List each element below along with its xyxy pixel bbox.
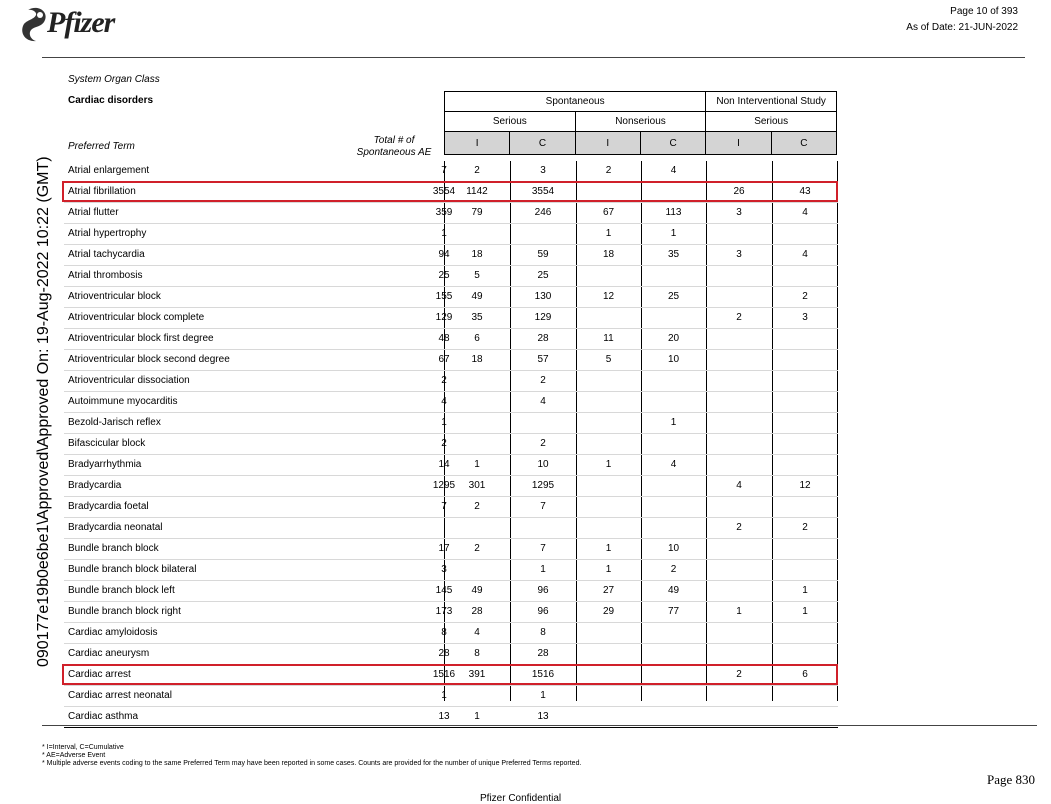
page-info bbox=[906, 4, 1018, 36]
cell-s-i: 5 bbox=[474, 270, 480, 281]
footnote: * Multiple adverse events coding to the same Preferred Term may have been reported in some cases. Counts are provided for the number of unique Preferred Terms reported. bbox=[42, 760, 581, 768]
preferred-term: Bundle branch block right bbox=[68, 606, 181, 617]
cell-total: 2 bbox=[441, 375, 447, 386]
header-interval: I bbox=[445, 132, 510, 155]
header-cumulative: C bbox=[510, 132, 575, 155]
cell-nis-c: 43 bbox=[799, 186, 811, 197]
page-count: Page 10 of 393 bbox=[950, 6, 1018, 17]
cell-s-i: 49 bbox=[471, 585, 483, 596]
cell-nis-i: 2 bbox=[736, 522, 742, 533]
cell-s-c: 3554 bbox=[531, 186, 555, 197]
cell-total: 13 bbox=[438, 711, 450, 722]
preferred-term: Cardiac aneurysm bbox=[68, 648, 150, 659]
preferred-term: Atrial tachycardia bbox=[68, 249, 145, 260]
cell-s-c: 1 bbox=[540, 690, 546, 701]
table-row bbox=[64, 539, 838, 560]
cell-s-c: 7 bbox=[540, 543, 546, 554]
table-row bbox=[64, 287, 838, 308]
preferred-term: Bradycardia bbox=[68, 480, 122, 491]
cell-n-i: 1 bbox=[605, 564, 612, 575]
cell-total: 155 bbox=[435, 291, 453, 302]
table-row bbox=[64, 476, 838, 497]
table-row bbox=[64, 350, 838, 371]
cell-s-c: 129 bbox=[534, 312, 552, 323]
approval-stamp: 090177e19b0e6be1\Approved\Approved On: 19-Aug-2022 10:22 (GMT) bbox=[35, 156, 52, 667]
cell-n-i: 1 bbox=[605, 459, 612, 470]
cell-total: 14 bbox=[438, 459, 450, 470]
preferred-term: Bradycardia neonatal bbox=[68, 522, 163, 533]
cell-s-c: 2 bbox=[540, 375, 546, 386]
cell-n-c: 1 bbox=[670, 228, 677, 239]
cell-total: 1516 bbox=[432, 669, 456, 680]
table-row bbox=[64, 371, 838, 392]
cell-total: 25 bbox=[438, 270, 450, 281]
cell-n-c: 1 bbox=[670, 417, 677, 428]
cell-s-c: 96 bbox=[537, 606, 549, 617]
system-organ-class-label: System Organ Class bbox=[68, 74, 160, 85]
table-row bbox=[64, 266, 838, 287]
preferred-term: Cardiac arrest neonatal bbox=[68, 690, 172, 701]
cell-n-c: 20 bbox=[667, 333, 680, 344]
cell-n-c: 2 bbox=[670, 564, 677, 575]
cell-s-c: 10 bbox=[537, 459, 549, 470]
cell-total: 7 bbox=[441, 501, 447, 512]
cell-s-i: 2 bbox=[474, 501, 480, 512]
bottom-divider bbox=[42, 725, 1037, 726]
cell-total: 8 bbox=[441, 627, 447, 638]
cell-total: 145 bbox=[435, 585, 453, 596]
cell-n-c: 35 bbox=[667, 249, 680, 260]
header-spontaneous: Spontaneous bbox=[445, 92, 706, 112]
cell-total: 1 bbox=[441, 228, 447, 239]
cell-nis-i: 2 bbox=[736, 312, 742, 323]
cell-n-c: 77 bbox=[667, 606, 680, 617]
preferred-term: Atrial flutter bbox=[68, 207, 119, 218]
cell-n-i: 2 bbox=[605, 165, 612, 176]
cell-total: 3554 bbox=[432, 186, 456, 197]
header-cumulative: C bbox=[771, 132, 836, 155]
cell-n-i: 27 bbox=[602, 585, 615, 596]
preferred-term-header: Preferred Term bbox=[68, 141, 135, 152]
cell-nis-c: 1 bbox=[802, 585, 808, 596]
table-row bbox=[64, 623, 838, 644]
cell-s-c: 28 bbox=[537, 333, 549, 344]
as-of-date: As of Date: 21-JUN-2022 bbox=[906, 22, 1018, 33]
cell-s-i: 28 bbox=[471, 606, 483, 617]
preferred-term: Bundle branch block bbox=[68, 543, 159, 554]
adverse-event-table-body bbox=[64, 161, 838, 728]
preferred-term: Atrioventricular dissociation bbox=[68, 375, 190, 386]
preferred-term: Cardiac arrest bbox=[68, 669, 131, 680]
cell-s-c: 25 bbox=[537, 270, 549, 281]
cell-n-c: 113 bbox=[665, 207, 682, 218]
footnotes bbox=[42, 744, 581, 768]
table-row bbox=[64, 686, 838, 707]
cell-nis-c: 4 bbox=[802, 207, 808, 218]
preferred-term: Atrioventricular block bbox=[68, 291, 161, 302]
cell-nis-c: 1 bbox=[802, 606, 808, 617]
table-row bbox=[64, 602, 838, 623]
table-row bbox=[64, 308, 838, 329]
cell-n-c: 10 bbox=[667, 354, 680, 365]
cell-s-c: 4 bbox=[540, 396, 546, 407]
table-row bbox=[64, 518, 838, 539]
table-row bbox=[64, 434, 838, 455]
cell-nis-c: 3 bbox=[802, 312, 808, 323]
cell-total: 67 bbox=[438, 354, 450, 365]
cell-s-c: 59 bbox=[537, 249, 549, 260]
cell-s-i: 2 bbox=[474, 543, 480, 554]
cell-s-c: 1 bbox=[540, 564, 546, 575]
cell-n-c: 4 bbox=[670, 165, 677, 176]
footnote: * I=Interval, C=Cumulative bbox=[42, 744, 581, 752]
cell-total: 1295 bbox=[432, 480, 456, 491]
header-spontaneous-nonserious: Nonserious bbox=[575, 112, 706, 132]
table-row bbox=[64, 497, 838, 518]
row-highlight bbox=[62, 181, 838, 202]
preferred-term: Atrioventricular block second degree bbox=[68, 354, 230, 365]
cell-s-i: 2 bbox=[474, 165, 480, 176]
cell-nis-i: 3 bbox=[736, 207, 742, 218]
row-highlight bbox=[62, 664, 838, 685]
cell-n-c: 49 bbox=[667, 585, 680, 596]
header-interval: I bbox=[706, 132, 771, 155]
header-nis-serious: Serious bbox=[706, 112, 837, 132]
footnote: * AE=Adverse Event bbox=[42, 752, 581, 760]
table-row bbox=[64, 644, 838, 665]
preferred-term: Cardiac amyloidosis bbox=[68, 627, 158, 638]
table-row bbox=[64, 560, 838, 581]
table-row bbox=[64, 392, 838, 413]
cell-nis-i: 1 bbox=[736, 606, 742, 617]
cell-nis-c: 2 bbox=[802, 522, 808, 533]
cell-n-i: 1 bbox=[605, 543, 612, 554]
total-ae-header: Total # of Spontaneous AE bbox=[356, 135, 432, 158]
cell-nis-i: 3 bbox=[736, 249, 742, 260]
table-row bbox=[64, 455, 838, 476]
cell-s-i: 35 bbox=[471, 312, 483, 323]
cell-total: 28 bbox=[438, 648, 450, 659]
header-cumulative: C bbox=[640, 132, 705, 155]
cell-nis-c: 4 bbox=[802, 249, 808, 260]
table-row bbox=[64, 161, 838, 182]
page-number: Page 830 bbox=[986, 772, 1035, 787]
preferred-term: Bifascicular block bbox=[68, 438, 146, 449]
pfizer-logo-icon bbox=[20, 6, 50, 44]
cell-total: 1 bbox=[441, 417, 447, 428]
cell-nis-i: 2 bbox=[736, 669, 742, 680]
cell-total: 359 bbox=[435, 207, 453, 218]
table-row bbox=[64, 245, 838, 266]
cell-s-i: 18 bbox=[471, 354, 483, 365]
cell-s-c: 1295 bbox=[531, 480, 555, 491]
cell-n-i: 67 bbox=[602, 207, 615, 218]
preferred-term: Autoimmune myocarditis bbox=[68, 396, 178, 407]
cell-total: 48 bbox=[438, 333, 450, 344]
confidential-label: Pfizer Confidential bbox=[480, 793, 562, 804]
cell-s-i: 391 bbox=[468, 669, 486, 680]
column-header-grid bbox=[444, 91, 837, 155]
top-divider bbox=[42, 57, 1025, 58]
cell-s-i: 4 bbox=[474, 627, 480, 638]
cell-n-c: 4 bbox=[670, 459, 677, 470]
cell-total: 7 bbox=[441, 165, 447, 176]
cell-n-i: 1 bbox=[605, 228, 612, 239]
preferred-term: Bundle branch block left bbox=[68, 585, 175, 596]
cell-n-c: 25 bbox=[667, 291, 680, 302]
table-row bbox=[64, 581, 838, 602]
cell-s-i: 8 bbox=[474, 648, 480, 659]
cell-s-c: 130 bbox=[534, 291, 552, 302]
cell-total: 173 bbox=[435, 606, 453, 617]
cell-total: 17 bbox=[438, 543, 450, 554]
cell-s-i: 6 bbox=[474, 333, 480, 344]
cell-s-c: 8 bbox=[540, 627, 546, 638]
preferred-term: Cardiac asthma bbox=[68, 711, 139, 722]
pfizer-logo bbox=[20, 4, 120, 50]
cell-total: 3 bbox=[441, 564, 447, 575]
cell-s-i: 1 bbox=[474, 711, 480, 722]
cell-s-c: 7 bbox=[540, 501, 546, 512]
header-spontaneous-serious: Serious bbox=[445, 112, 576, 132]
cell-s-c: 2 bbox=[540, 438, 546, 449]
preferred-term: Bundle branch block bilateral bbox=[68, 564, 197, 575]
cell-s-i: 1142 bbox=[466, 186, 488, 197]
cell-s-c: 28 bbox=[537, 648, 549, 659]
preferred-term: Atrial hypertrophy bbox=[68, 228, 147, 239]
cell-s-c: 3 bbox=[540, 165, 546, 176]
cell-nis-i: 26 bbox=[733, 186, 745, 197]
cell-s-c: 57 bbox=[537, 354, 549, 365]
cell-s-i: 301 bbox=[468, 480, 486, 491]
cell-total: 94 bbox=[438, 249, 450, 260]
cell-n-c: 10 bbox=[667, 543, 680, 554]
table-row bbox=[64, 329, 838, 350]
table-row bbox=[64, 224, 838, 245]
preferred-term: Bradycardia foetal bbox=[68, 501, 149, 512]
cell-s-i: 1 bbox=[474, 459, 480, 470]
cell-nis-c: 12 bbox=[799, 480, 811, 491]
preferred-term: Atrioventricular block first degree bbox=[68, 333, 214, 344]
preferred-term: Atrioventricular block complete bbox=[68, 312, 205, 323]
cell-n-i: 5 bbox=[605, 354, 612, 365]
table-row bbox=[64, 203, 838, 224]
preferred-term: Atrial enlargement bbox=[68, 165, 150, 176]
cell-total: 1 bbox=[441, 690, 447, 701]
header-non-interventional-study: Non Interventional Study bbox=[706, 92, 837, 112]
cell-n-i: 11 bbox=[603, 333, 614, 344]
cell-s-c: 246 bbox=[534, 207, 552, 218]
cell-n-i: 18 bbox=[602, 249, 615, 260]
cell-total: 129 bbox=[435, 312, 453, 323]
cell-s-c: 96 bbox=[537, 585, 549, 596]
cell-nis-c: 2 bbox=[802, 291, 808, 302]
cell-n-i: 12 bbox=[602, 291, 615, 302]
cell-s-i: 49 bbox=[471, 291, 483, 302]
cell-s-c: 1516 bbox=[531, 669, 555, 680]
preferred-term: Atrial thrombosis bbox=[68, 270, 143, 281]
cell-nis-i: 4 bbox=[736, 480, 742, 491]
cell-s-c: 13 bbox=[537, 711, 549, 722]
cell-s-i: 79 bbox=[471, 207, 483, 218]
preferred-term: Bradyarrhythmia bbox=[68, 459, 142, 470]
cell-nis-c: 6 bbox=[802, 669, 808, 680]
cell-s-i: 18 bbox=[471, 249, 483, 260]
header-interval: I bbox=[575, 132, 640, 155]
cell-total: 2 bbox=[441, 438, 447, 449]
system-organ-class-value: Cardiac disorders bbox=[68, 95, 154, 106]
preferred-term: Atrial fibrillation bbox=[68, 186, 136, 197]
cell-total: 4 bbox=[441, 396, 447, 407]
pfizer-logo-text: Pfizer bbox=[47, 6, 115, 39]
table-row bbox=[64, 413, 838, 434]
preferred-term: Bezold-Jarisch reflex bbox=[68, 417, 161, 428]
cell-n-i: 29 bbox=[602, 606, 615, 617]
